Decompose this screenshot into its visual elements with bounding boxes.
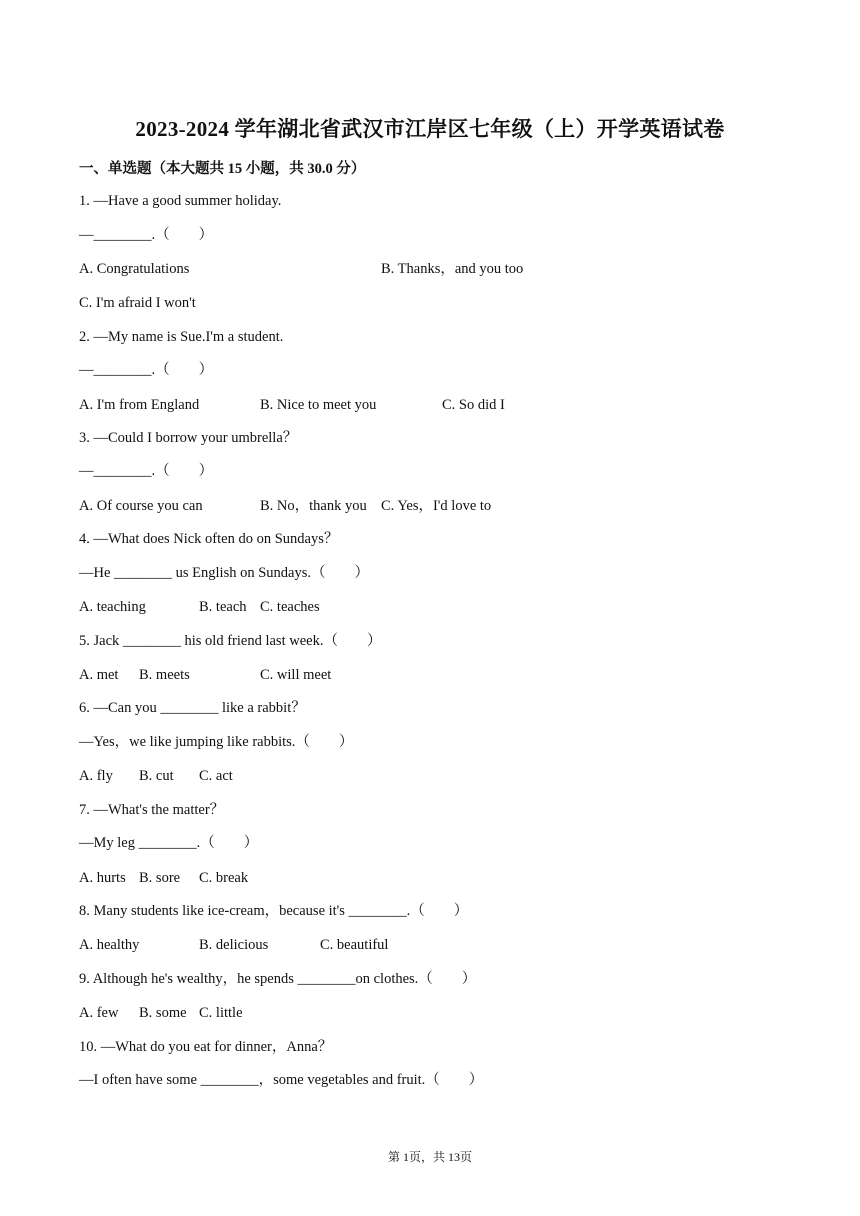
question-8-option-c: C. beautiful bbox=[320, 937, 389, 953]
question-4-stem: 4. —What does Nick often do on Sundays？ bbox=[79, 531, 339, 547]
question-2-option-a: A. I'm from England bbox=[79, 397, 200, 413]
question-10-stem: 10. —What do you eat for dinner，Anna？ bbox=[79, 1039, 333, 1055]
question-5-stem: 5. Jack ________ his old friend last week.（ ） bbox=[79, 633, 382, 649]
question-6-option-a: A. fly bbox=[79, 768, 113, 784]
question-4-option-c: C. teaches bbox=[260, 599, 320, 615]
question-7-option-c: C. break bbox=[199, 870, 249, 886]
question-9-option-a: A. few bbox=[79, 1005, 119, 1021]
page-footer: 第 1页，共 13页 bbox=[387, 1150, 472, 1164]
page-title: 2023-2024 学年湖北省武汉市江岸区七年级（上）开学英语试卷 bbox=[135, 117, 725, 141]
question-9-option-c: C. little bbox=[199, 1005, 243, 1021]
question-7-option-b: B. sore bbox=[139, 870, 181, 886]
question-7-option-a: A. hurts bbox=[79, 870, 126, 886]
question-6-stem: 6. —Can you ________ like a rabbit？ bbox=[79, 700, 306, 716]
question-1-option-b: B. Thanks，and you too bbox=[381, 261, 524, 277]
question-6-answer-line: —Yes，we like jumping like rabbits.（ ） bbox=[79, 734, 354, 750]
question-4-answer-line: —He ________ us English on Sundays.（ ） bbox=[79, 565, 369, 581]
question-6-option-b: B. cut bbox=[139, 768, 174, 784]
question-9-option-b: B. some bbox=[139, 1005, 187, 1021]
question-7-answer-line: —My leg ________.（ ） bbox=[79, 835, 259, 851]
question-2-answer-blank: —________.（ ） bbox=[79, 362, 214, 378]
question-4-option-a: A. teaching bbox=[79, 599, 146, 615]
question-10-answer-line: —I often have some ________，some vegetables and fruit.（ ） bbox=[79, 1072, 484, 1088]
question-2-option-b: B. Nice to meet you bbox=[260, 397, 377, 413]
question-1-option-c: C. I'm afraid I won't bbox=[79, 295, 196, 311]
question-3-stem: 3. —Could I borrow your umbrella？ bbox=[79, 430, 298, 446]
question-3-option-b: B. No，thank you bbox=[260, 498, 367, 514]
question-5-option-a: A. met bbox=[79, 667, 119, 683]
section-heading: 一、单选题（本大题共 15 小题，共 30.0 分） bbox=[79, 161, 366, 177]
question-7-stem: 7. —What's the matter？ bbox=[79, 802, 225, 818]
question-1-answer-blank: —________.（ ） bbox=[79, 227, 214, 243]
question-1-stem: 1. —Have a good summer holiday. bbox=[79, 193, 282, 209]
question-3-option-c: C. Yes，I'd love to bbox=[381, 498, 492, 514]
question-8-stem: 8. Many students like ice-cream，because it's ________.（ ） bbox=[79, 903, 469, 919]
question-8-option-a: A. healthy bbox=[79, 937, 140, 953]
question-6-option-c: C. act bbox=[199, 768, 233, 784]
question-2-option-c: C. So did I bbox=[442, 397, 505, 413]
question-3-answer-blank: —________.（ ） bbox=[79, 463, 214, 479]
question-4-option-b: B. teach bbox=[199, 599, 247, 615]
question-8-option-b: B. delicious bbox=[199, 937, 269, 953]
question-2-stem: 2. —My name is Sue.I'm a student. bbox=[79, 329, 284, 345]
question-3-option-a: A. Of course you can bbox=[79, 498, 203, 514]
question-1-option-a: A. Congratulations bbox=[79, 261, 190, 277]
question-9-stem: 9. Although he's wealthy，he spends ________on clothes.（ ） bbox=[79, 971, 477, 987]
question-5-option-b: B. meets bbox=[139, 667, 190, 683]
question-5-option-c: C. will meet bbox=[260, 667, 332, 683]
